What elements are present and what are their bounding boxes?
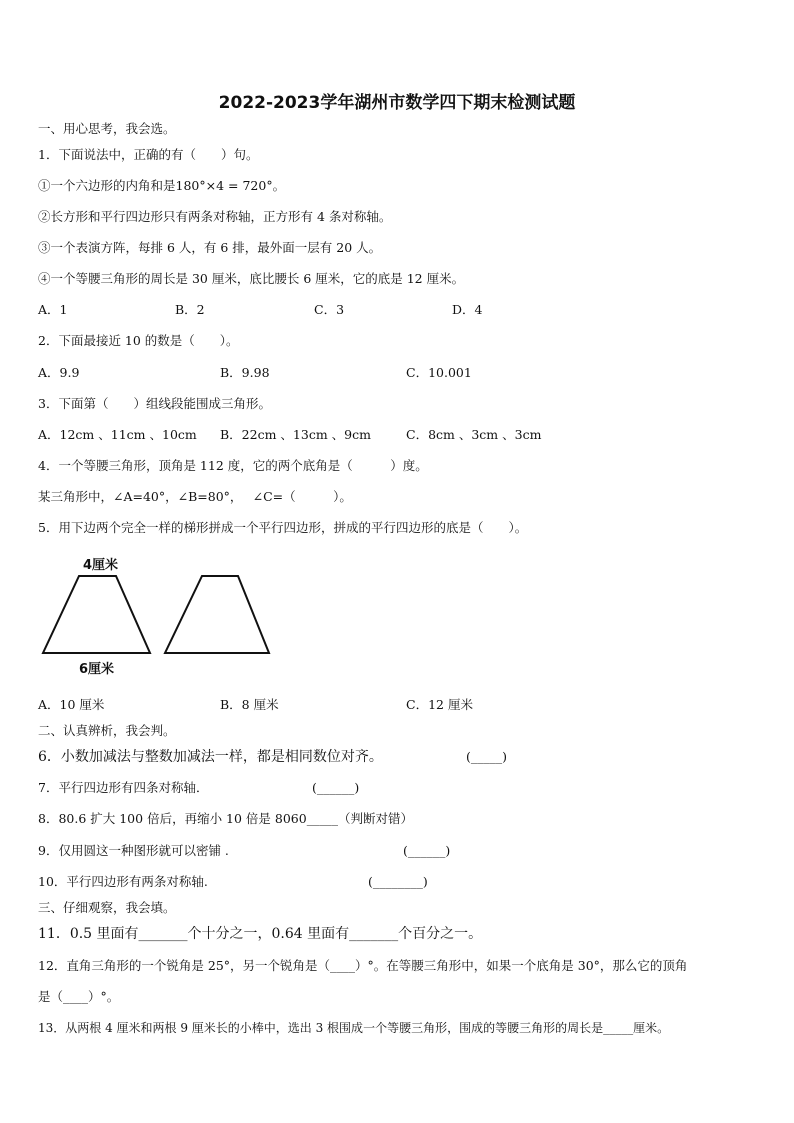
section-heading-judge: 二、认真辨析，我会判。 (38, 723, 176, 738)
trapezoid-left (43, 576, 150, 653)
question-6-answer-blank[interactable]: (_____) (466, 749, 508, 764)
question-12-line-2: 是（____）°。 (38, 989, 120, 1004)
question-8: 8．80.6 扩大 100 倍后，再缩小 10 倍是 8060_____（判断对错） (38, 811, 413, 826)
question-10-answer-blank[interactable]: (________) (368, 874, 428, 889)
question-9-answer-blank[interactable]: (______) (403, 843, 451, 858)
question-11: 11．0.5 里面有_______个十分之一，0.64 里面有_______个百分之一。 (38, 926, 483, 942)
trapezoid-drawing (36, 550, 276, 680)
question-3-option-a: A．12cm 、11cm 、10cm (38, 427, 197, 442)
trapezoid-bottom-label: 6厘米 (79, 662, 115, 677)
question-7-answer-blank[interactable]: (______) (312, 780, 360, 795)
question-5-option-c: C．12 厘米 (406, 697, 473, 712)
question-13: 13．从两根 4 厘米和两根 9 厘米长的小棒中，选出 3 根围成一个等腰三角形，围成的等腰三角形的周长是_____厘米。 (38, 1021, 670, 1035)
question-1-item-4: ④一个等腰三角形的周长是 30 厘米，底比腰长 6 厘米，它的底是 12 厘米。 (38, 271, 465, 286)
question-7: 7．平行四边形有四条对称轴． (38, 780, 209, 795)
page-title: 2022-2023学年湖州市数学四下期末检测试题 (218, 93, 576, 113)
question-1-option-a: A．1 (38, 302, 68, 317)
question-5-stem: 5．用下边两个完全一样的梯形拼成一个平行四边形，拼成的平行四边形的底是（ ）。 (38, 520, 528, 535)
question-1-stem: 1．下面说法中，正确的有（ ）句。 (38, 147, 259, 162)
trapezoid-right (165, 576, 269, 653)
question-3-stem: 3．下面第（ ）组线段能围成三角形。 (38, 396, 271, 411)
question-2-option-a: A．9.9 (38, 365, 80, 380)
question-1-item-3: ③一个表演方阵，每排 6 人，有 6 排，最外面一层有 20 人。 (38, 240, 382, 255)
question-1-item-2: ②长方形和平行四边形只有两条对称轴，正方形有 4 条对称轴。 (38, 209, 392, 224)
question-12-line-1: 12．直角三角形的一个锐角是 25°，另一个锐角是（____）°。在等腰三角形中，如果一个底角是 30°，那么它的顶角 (38, 958, 688, 973)
question-5-option-a: A．10 厘米 (38, 697, 105, 712)
question-2-option-b: B．9.98 (220, 365, 270, 380)
section-heading-choose: 一、用心思考，我会选。 (38, 121, 176, 136)
question-4-stem: 4．一个等腰三角形，顶角是 112 度，它的两个底角是（ ）度。 (38, 458, 428, 473)
question-1-item-1: ①一个六边形的内角和是180°×4 = 720°。 (38, 178, 286, 193)
question-1-option-b: B．2 (175, 302, 205, 317)
question-1-option-c: C．3 (314, 302, 345, 317)
question-6: 6．小数加减法与整数加减法一样，都是相同数位对齐。 (38, 749, 383, 765)
section-heading-fill: 三、仔细观察，我会填。 (38, 900, 176, 915)
question-4-extra: 某三角形中，∠A=40°，∠B=80°， ∠C=（ ）。 (38, 489, 352, 504)
question-5-option-b: B．8 厘米 (220, 697, 279, 712)
trapezoid-figure (36, 550, 276, 680)
question-3-option-c: C．8cm 、3cm 、3cm (406, 427, 542, 442)
question-2-option-c: C．10.001 (406, 365, 472, 380)
question-3-option-b: B．22cm 、13cm 、9cm (220, 427, 371, 442)
question-9: 9．仅用圆这一种图形就可以密铺 . (38, 843, 229, 858)
question-1-option-d: D．4 (452, 302, 483, 317)
question-10: 10．平行四边形有两条对称轴. (38, 874, 208, 889)
trapezoid-top-label: 4厘米 (83, 558, 119, 573)
question-2-stem: 2．下面最接近 10 的数是（ ）。 (38, 333, 239, 348)
